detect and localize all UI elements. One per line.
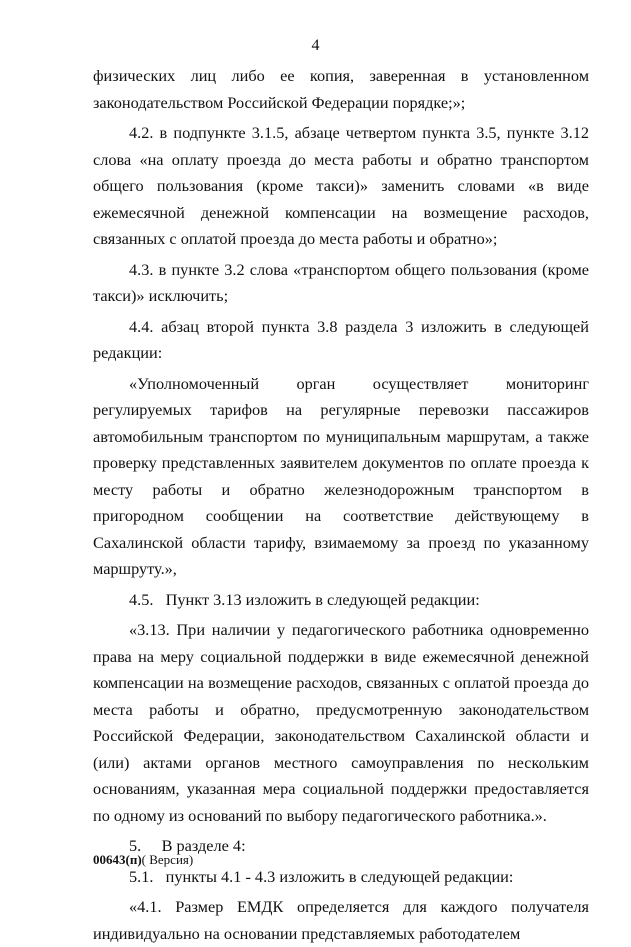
paragraph-4-4: 4.4. абзац второй пункта 3.8 раздела 3 изложить в следующей редакции: [93,316,589,362]
paragraph-4-5: 4.5. Пункт 3.13 изложить в следующей редакции: [129,589,480,609]
paragraph-4-2: 4.2. в подпункте 3.1.5, абзаце четвертом пункта 3.5, пункте 3.12 слова «на оплату проезда до места работы и обратно транспортом общего пользования (кроме такси)» заменить словами «в виде ежемесячной денежной компенсации на возмещение расходов, связанных с оплатой проезда до места работы и обратно»; [93,123,589,248]
paragraph-quote-3-13: «3.13. При наличии у педагогического работника одновременно права на меру социальной поддержки в виде ежемесячной денежной компенсации на возмещение расходов, связанных с оплатой проезда до места работы и обратно, предусмотренную законодательством Российской Федерации, законодательством Сахалинской области и (или) актами органов местного самоуправления по нескольким основаниям, указанная мера социальной поддержки предоставляется по одному из оснований по выбору педагогического работника.». [93,620,589,825]
paragraph-quote-monitoring: «Уполномоченный орган осуществляет мониторинг регулируемых тарифов на регулярные перевозки пассажиров автомобильным транспортом по муниципальным маршрутам, а также проверку представленных заявителем документов по оплате проезда к месту работы и обратно железнодорожным транспортом в пригородном сообщении на соответствие действующему в Сахалинской области тарифу, взимаемому за проезд по указанному маршруту.», [93,373,589,578]
paragraph-5: 5. В разделе 4: [129,836,246,855]
document-footer [93,852,193,868]
document-body [93,63,589,947]
page-number: 4 [311,37,320,54]
paragraph-5-1: 5.1. пункты 4.1 - 4.3 изложить в следующей редакции: [129,866,514,886]
paragraph-quote-4-1: «4.1. Размер ЕМДК определяется для каждого получателя индивидуально на основании представляемых работодателем [93,897,589,943]
document-code: 00643(п) [93,852,142,867]
document-version: ( Версия) [141,852,194,867]
paragraph-1: физических лиц либо ее копия, заверенная в установленном законодательством Российской Федерации порядке;»; [93,66,589,112]
paragraph-4-3: 4.3. в пункте 3.2 слова «транспортом общего пользования (кроме такси)» исключить; [93,259,589,305]
